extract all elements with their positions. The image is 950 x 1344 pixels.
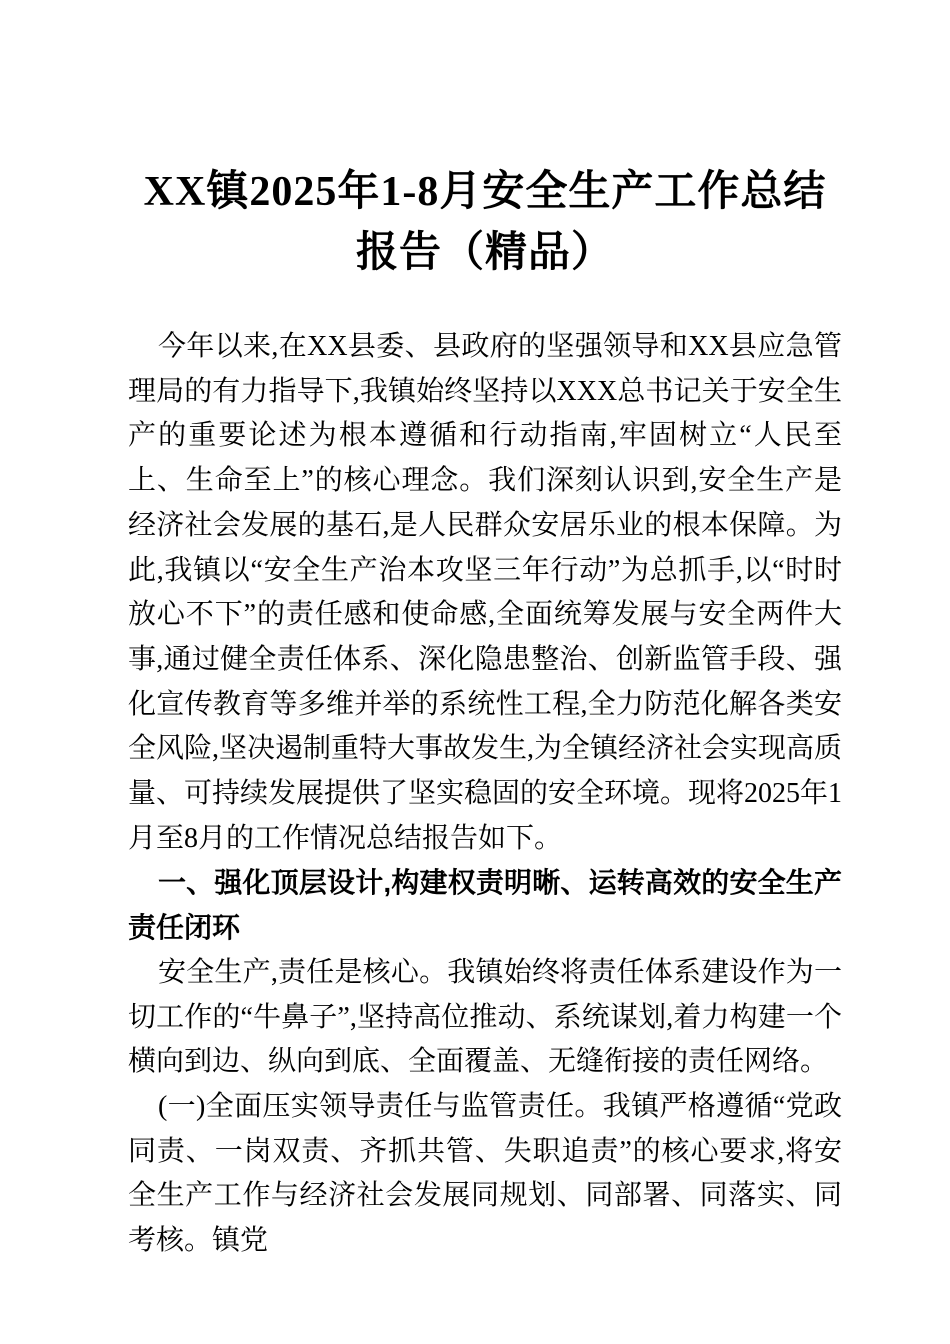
document-title: XX镇2025年1-8月安全生产工作总结报告（精品）: [143, 169, 827, 276]
document-body: [128, 325, 842, 1264]
paragraph-responsibility-core: 安全生产,责任是核心。我镇始终将责任体系建设作为一切工作的“牛鼻子”,坚持高位推动、系统谋划,着力构建一个横向到边、纵向到底、全面覆盖、无缝衔接的责任网络。: [128, 956, 842, 1078]
paragraph-intro: 今年以来,在XX县委、县政府的坚强领导和XX县应急管理局的有力指导下,我镇始终坚持以XXX总书记关于安全生产的重要论述为根本遵循和行动指南,牢固树立“人民至上、生命至上”的核心理念。我们深刻认识到,安全生产是经济社会发展的基石,是人民群众安居乐业的根本保障。为此,我镇以“安全生产治本攻坚三年行动”为总抓手,以“时时放心不下”的责任感和使命感,全面统筹发展与安全两件大事,通过健全责任体系、深化隐患整治、创新监管手段、强化宣传教育等多维并举的系统性工程,全力防范化解各类安全风险,坚决遏制重特大事故发生,为全镇经济社会实现高质量、可持续发展提供了坚实稳固的安全环境。现将2025年1月至8月的工作情况总结报告如下。: [128, 331, 843, 854]
section-heading-1: 一、强化顶层设计,构建权责明晰、运转高效的安全生产责任闭环: [128, 867, 842, 944]
paragraph-leadership-supervision: (一)全面压实领导责任与监管责任。我镇严格遵循“党政同责、一岗双责、齐抓共管、失职追责”的核心要求,将安全生产工作与经济社会发展同规划、同部署、同落实、同考核。镇党: [128, 1090, 842, 1257]
